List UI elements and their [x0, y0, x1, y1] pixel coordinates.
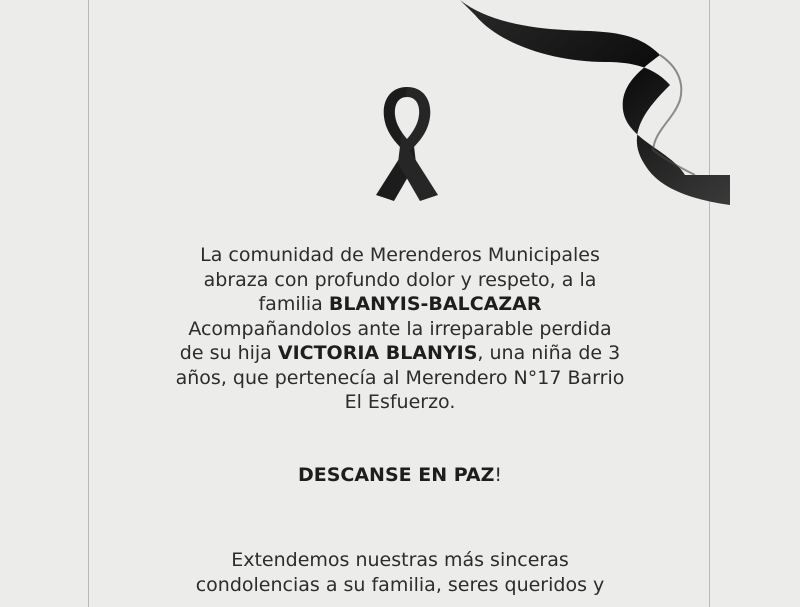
message-line-5-prefix: de su hija [179, 342, 278, 364]
closing-message [120, 548, 680, 597]
closing-line-1: Extendemos nuestras más sinceras [231, 549, 569, 571]
message-line-3 [120, 292, 680, 317]
rip-text: DESCANSE EN PAZ [297, 464, 495, 486]
message-line-6: años, que pertenecía al Merendero N°17 Barrio [175, 366, 625, 389]
family-name: BLANYIS-BALCAZAR [328, 293, 542, 315]
condolence-message [120, 243, 680, 415]
message-line-7: El Esfuerzo. [344, 391, 456, 413]
message-line-3-prefix: familia [258, 293, 329, 315]
mourning-ribbon-icon [455, 0, 735, 210]
message-line-4: Acompañandolos ante la irreparable perdida [188, 317, 612, 340]
message-line-5-suffix: , una niña de 3 [477, 342, 621, 364]
message-line-1: La comunidad de Merenderos Municipales [200, 244, 600, 266]
message-line-2: abraza con profundo dolor y respeto, a la [203, 268, 597, 291]
rip-heading [120, 463, 680, 488]
rip-suffix: ! [494, 464, 503, 486]
message-line-5 [120, 341, 680, 366]
child-name: VICTORIA BLANYIS [277, 342, 478, 364]
closing-line-2: condolencias a su familia, seres queridos y [195, 573, 605, 596]
awareness-ribbon-icon [372, 85, 442, 203]
rip-line [120, 463, 680, 488]
